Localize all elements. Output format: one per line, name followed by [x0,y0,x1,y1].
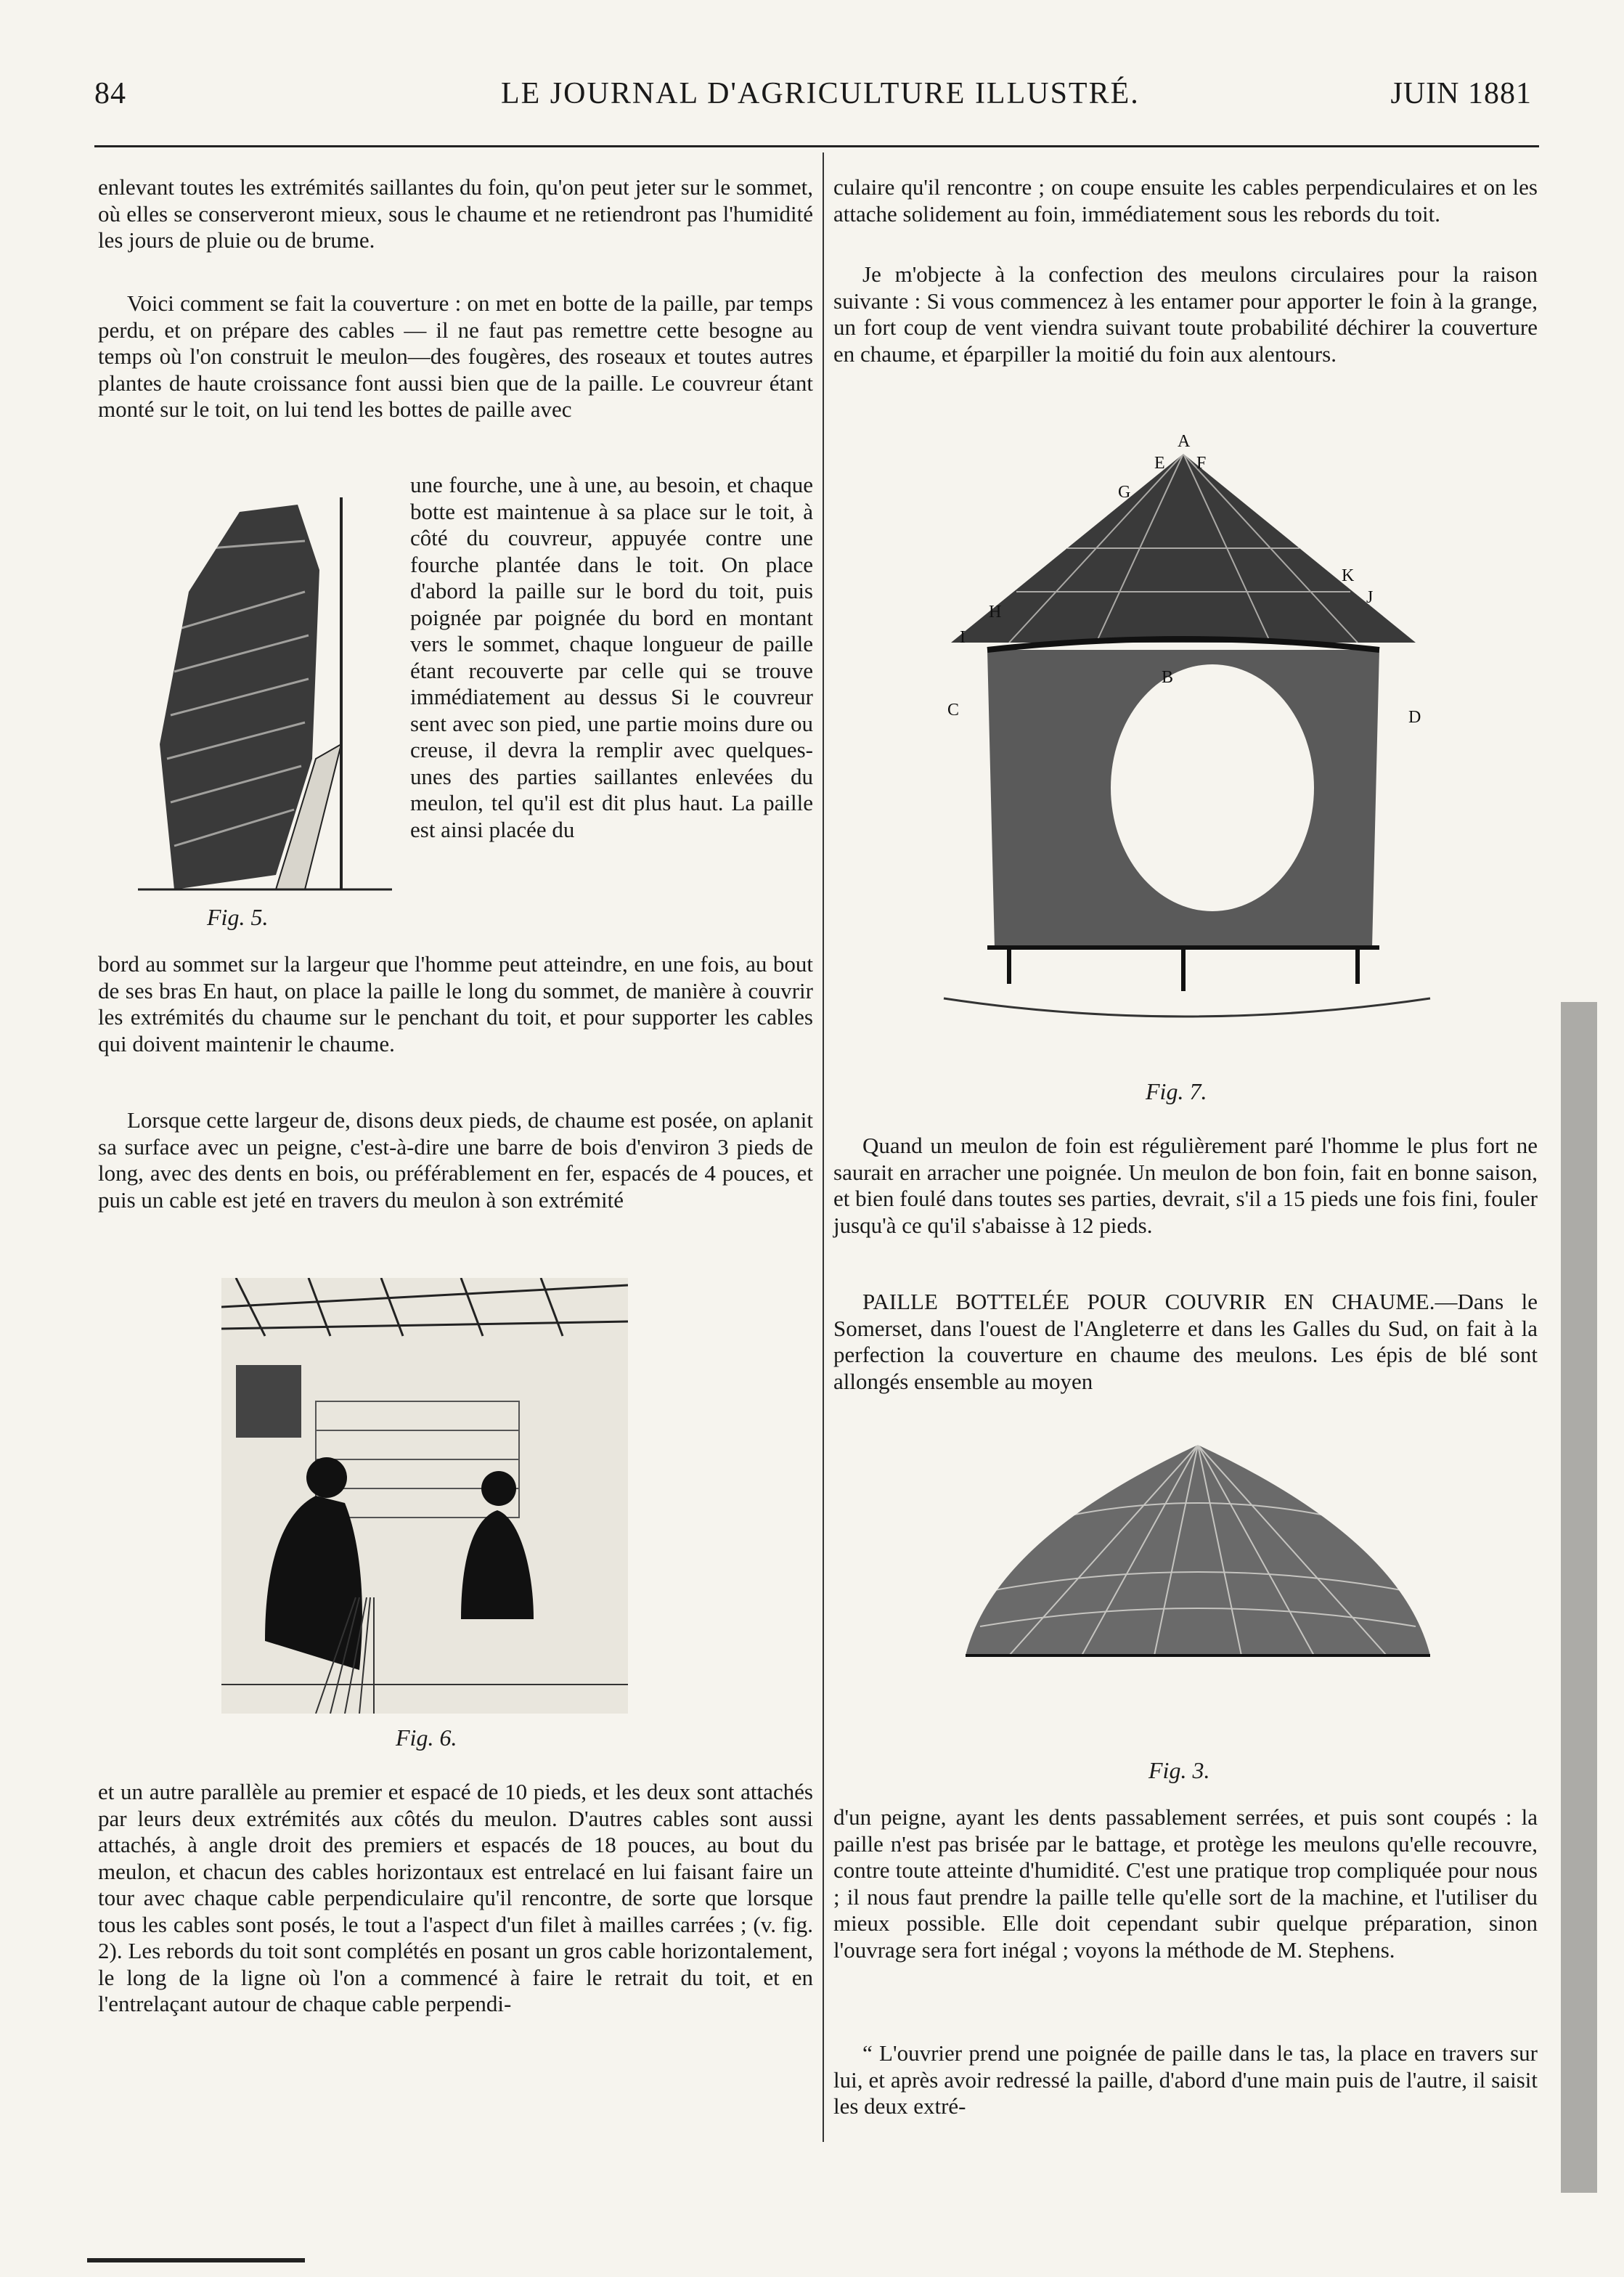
fig7-label-C: C [947,701,960,720]
figure-5-caption: Fig. 5. [207,904,269,930]
fig7-label-G: G [1118,483,1131,502]
figure-7-caption: Fig. 7. [1146,1078,1207,1104]
fig7-label-K: K [1342,566,1355,585]
figure-7-round-hay-stack [922,425,1445,1078]
fig7-label-I: I [960,628,966,647]
left-paragraph-2-end: bord au sommet sur la largeur que l'homme peut atteindre, en une fois, au bout de ses bras En haut, on place la paille le long du sommet, de manière à couvrir les extrémités du chaume sur le penchant du toit, et pour supporter les cables qui doivent maintenir le chaume. [98,951,813,1056]
figure-3-caption: Fig. 3. [1148,1757,1210,1783]
scan-edge-shadow [1561,1002,1597,2193]
left-paragraph-2-wrap: une fourche, une à une, au besoin, et chaque botte est maintenue à sa place sur le toit, à côté du couvreur, appuyée contre une fourche plantée dans le toit. On place d'abord la paille sur le bord du toit, puis poignée par poignée du bord en montant vers le sommet, chaque longueur de paille étant recouverte par celle qui se trouve immédiatement au dessus Si le couvreur sent avec son pied, une partie moins dure ou creuse, il devra la remplir avec quelques-unes des parties saillantes enlevées du meulon, tel qu'il est dit plus haut. La paille est ainsi placée du [410,472,813,842]
right-paragraph-2: Je m'objecte à la confection des meulons circulaires pour la raison suivante : Si vous commencez à les entamer pour apporter le foin à la grange, un fort coup de vent viendra suivant toute probabilité déchirer la couverture en chaume, et éparpiller la moitié du foin aux alentours. [833,261,1538,367]
figure-3-thatched-dome [951,1416,1445,1670]
right-paragraph-3: Quand un meulon de foin est régulièrement paré l'homme le plus fort ne saurait en arracher une poignée. Un meulon de bon foin, fait en bonne saison, et bien foulé dans toutes ses parties, devrait, s'il a 15 pieds une fois fini, fouler jusqu'à ce qu'il s'abaisse à 12 pieds. [833,1133,1538,1238]
fig7-label-D: D [1408,708,1421,727]
fig7-label-E: E [1154,454,1165,473]
left-paragraph-3: Lorsque cette largeur de, disons deux pieds, de chaume est posée, on aplanit sa surface avec un peigne, c'est-à-dire une barre de bois d'environ 3 pieds de long, avec des dents en bois, ou préférablement en fer, espacés de 4 pouces, et puis un cable est jeté en travers du meulon à son extrémité [98,1107,813,1213]
journal-title: LE JOURNAL D'AGRICULTURE ILLUSTRÉ. [501,77,1140,110]
fig7-label-J: J [1366,588,1374,607]
column-divider [823,152,824,2142]
page-header [94,76,1532,120]
issue-date: JUIN 1881 [1390,77,1532,110]
right-paragraph-5: d'un peigne, ayant les dents passablement serrées, et puis sont coupés : la paille n'est pas brisée par le battage, et protège les meulons qu'elle recouvre, contre toute atteinte d'humidité. C'est une pratique trop compliquée pour nous ; il nous faut prendre la paille telle qu'elle sort de la machine, et l'utiliser du mieux possible. Elle doit cependant subir quelque préparation, sinon l'ouvrage sera fort inégal ; voyons la méthode de M. Stephens. [833,1804,1538,1963]
scan-bottom-mark [87,2258,305,2262]
section-heading: PAILLE BOTTELÉE POUR COUVRIR EN CHAUME. [862,1289,1435,1314]
fig7-label-B: B [1162,668,1174,687]
left-paragraph-4: et un autre parallèle au premier et espacé de 10 pieds, et les deux sont attachés par leurs deux extrémités aux côtés du meulon. D'autres cables sont aussi attachés, à angle droit des premiers et espacés de 18 pouces, au bout du meulon, et chacun des cables horizontaux est entrelacé en lui faisant faire un tour avec chaque cable perpendiculaire qu'il rencontre, de sorte que lorsque tous les cables sont posés, le tout a l'aspect d'un filet à mailles carrées ; (v. fig. 2). Les rebords du toit sont complétés en posant un gros cable horizontalement, le long de la ligne où l'on a commencé à faire le retrait du toit, et en l'entrelaçant autour de chaque cable perpendi- [98,1779,813,2016]
fig7-label-F: F [1196,454,1207,473]
left-paragraph-1: enlevant toutes les extrémités saillantes du foin, qu'on peut jeter sur le sommet, où elles se conserveront mieux, sous le chaume et ne retiendront pas l'humidité les jours de pluie ou de brume. [98,174,813,253]
header-rule [94,145,1539,147]
figure-6-caption: Fig. 6. [396,1724,457,1751]
right-paragraph-4: PAILLE BOTTELÉE POUR COUVRIR EN CHAUME.—Dans le Somerset, dans l'ouest de l'Angleterre et dans les Galles du Sud, on fait à la perfection la couverture en chaume des meulons. Les épis de blé sont allongés ensemble au moyen [833,1289,1538,1394]
left-paragraph-2: Voici comment se fait la couverture : on met en botte de la paille, par temps perdu, et on prépare des cables — il ne faut pas remettre cette besogne au temps où l'on construit le meulon—des fougères, des roseaux et toutes autres plantes de haute croissance font aussi bien que de la paille. Le couvreur étant monté sur le toit, on lui tend les bottes de paille avec [98,290,813,422]
page-number: 84 [94,77,126,110]
right-paragraph-1: culaire qu'il rencontre ; on coupe ensuite les cables perpendiculaires et on les attache solidement au foin, immédiatement sous les rebords du toit. [833,174,1538,227]
fig7-label-H: H [989,603,1002,622]
right-paragraph-6: “ L'ouvrier prend une poignée de paille dans le tas, la place en travers sur lui, et après avoir redressé la paille, d'abord d'une main puis de l'autre, il saisit les deux extré- [833,2040,1538,2119]
fig7-label-A: A [1178,432,1191,451]
figure-6-thatcher-scene [221,1278,628,1714]
figure-5-hay-stack [131,483,399,897]
